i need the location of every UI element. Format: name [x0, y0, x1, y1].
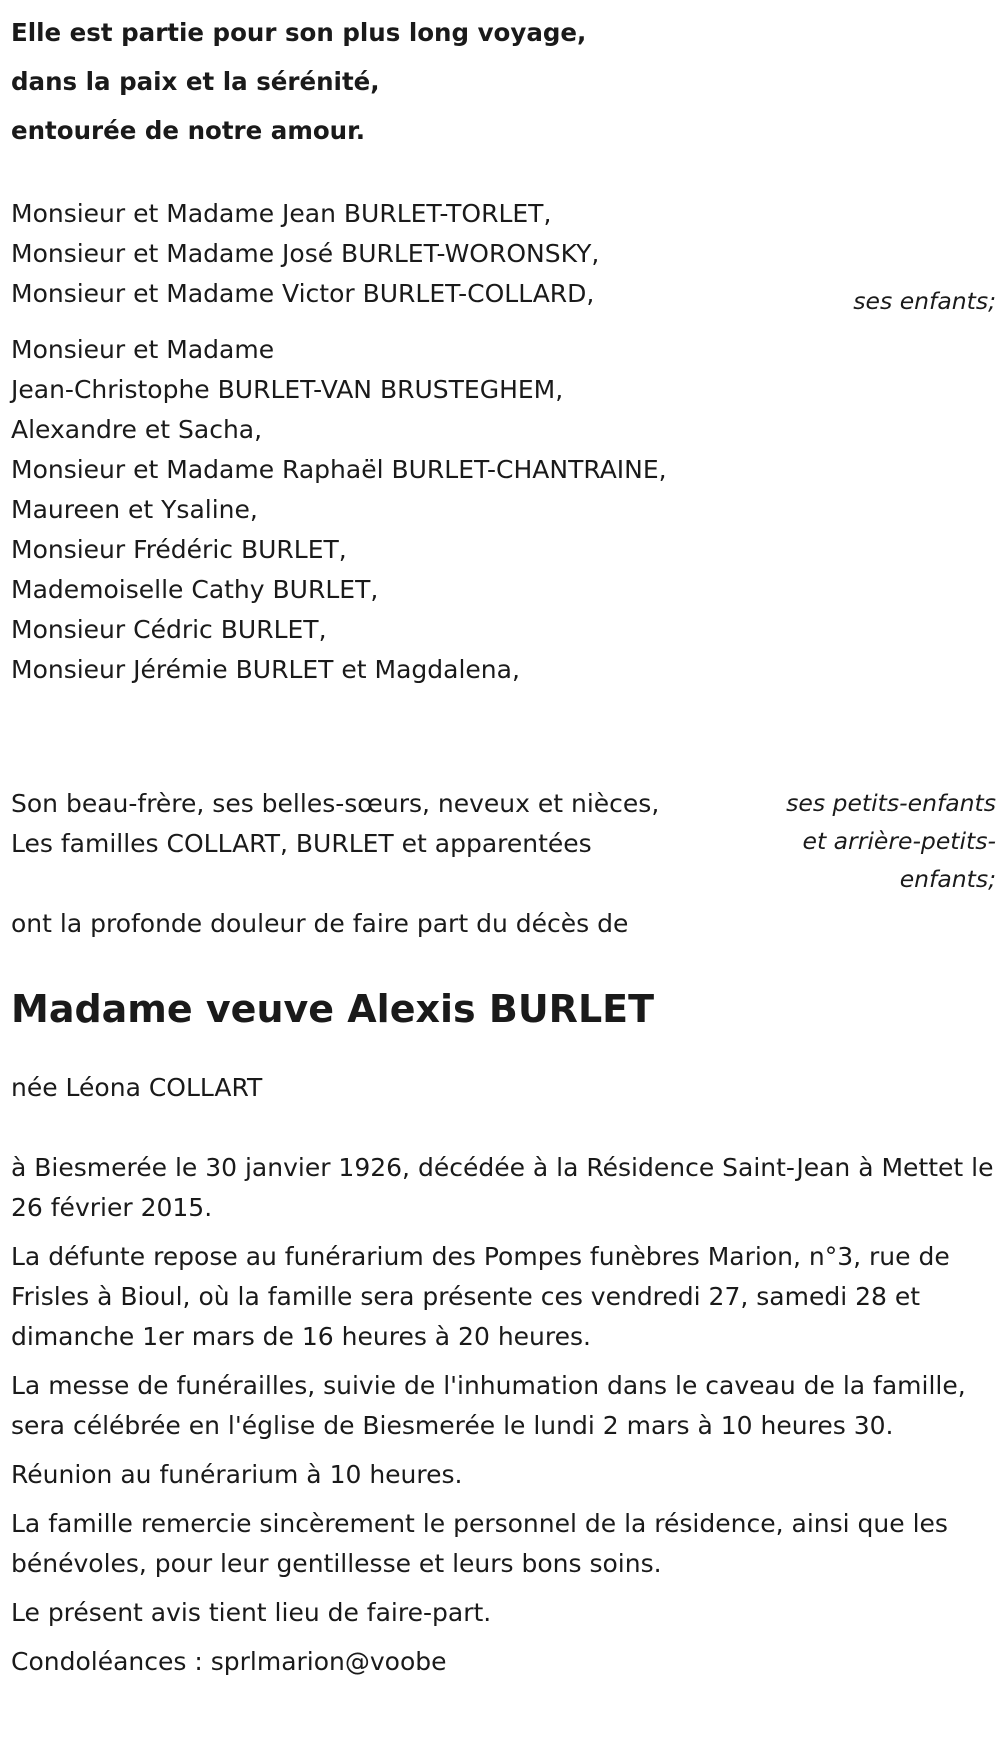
- grandchildren-relation-label: ses petits-enfants et arrière-petits-enfants;: [786, 789, 996, 893]
- grandchild-entry: Maureen et Ysaline,: [11, 495, 258, 524]
- grandchild-entry: Alexandre et Sacha,: [11, 415, 263, 444]
- grandchild-entry: Monsieur Cédric BURLET,: [11, 615, 327, 644]
- grandchild-entry: Monsieur et Madame Raphaël BURLET-CHANTRAINE,: [11, 455, 667, 484]
- obituary-notice: [11, 0, 996, 1691]
- grandchild-entry: Mademoiselle Cathy BURLET,: [11, 575, 379, 604]
- grandchild-entry: Monsieur et Madame: [11, 335, 275, 364]
- epitaph-line: Elle est partie pour son plus long voyage,: [11, 18, 587, 47]
- deceased-name: Madame veuve Alexis BURLET: [11, 987, 655, 1031]
- family-line: Les familles COLLART, BURLET et apparentées: [11, 829, 592, 858]
- family-line: Son beau-frère, ses belles-sœurs, neveux et nièces,: [11, 789, 660, 818]
- grandchild-entry: Monsieur Jérémie BURLET et Magdalena,: [11, 655, 520, 684]
- notice-paragraph: Le présent avis tient lieu de faire-part.: [11, 1598, 492, 1627]
- children-list: [11, 194, 996, 314]
- funeral-paragraph: La messe de funérailles, suivie de l'inhumation dans le caveau de la famille, sera célébrée en l'église de Biesmerée le lundi 2 mars à 10 heures 30.: [11, 1371, 966, 1440]
- announcement-text: ont la profonde douleur de faire part du décès de: [11, 909, 629, 938]
- notice-details: [11, 1148, 996, 1682]
- thanks-paragraph: La famille remercie sincèrement le personnel de la résidence, ainsi que les bénévoles, pour leur gentillesse et leurs bons soins.: [11, 1509, 948, 1578]
- children-relation-label: ses enfants;: [853, 287, 996, 315]
- meeting-paragraph: Réunion au funérarium à 10 heures.: [11, 1460, 463, 1489]
- condolences-paragraph: Condoléances : sprlmarion@voobe: [11, 1647, 447, 1676]
- child-entry: Monsieur et Madame José BURLET-WORONSKY,: [11, 239, 600, 268]
- grandchild-entry: Jean-Christophe BURLET-VAN BRUSTEGHEM,: [11, 375, 564, 404]
- epitaph-line: entourée de notre amour.: [11, 116, 366, 145]
- epitaph: [11, 8, 996, 155]
- epitaph-line: dans la paix et la sérénité,: [11, 67, 380, 96]
- grandchild-entry: Monsieur Frédéric BURLET,: [11, 535, 347, 564]
- maiden-name: née Léona COLLART: [11, 1073, 263, 1102]
- child-entry: Monsieur et Madame Jean BURLET-TORLET,: [11, 199, 552, 228]
- child-entry: Monsieur et Madame Victor BURLET-COLLARD,: [11, 279, 595, 308]
- visitation-paragraph: La défunte repose au funérarium des Pompes funèbres Marion, n°3, rue de Frisles à Bioul, où la famille sera présente ces vendredi 27, samedi 28 et dimanche 1er mars de 16 heures à 20 heures.: [11, 1242, 950, 1351]
- birth-death-paragraph: à Biesmerée le 30 janvier 1926, décédée à la Résidence Saint-Jean à Mettet le 26 février 2015.: [11, 1153, 994, 1222]
